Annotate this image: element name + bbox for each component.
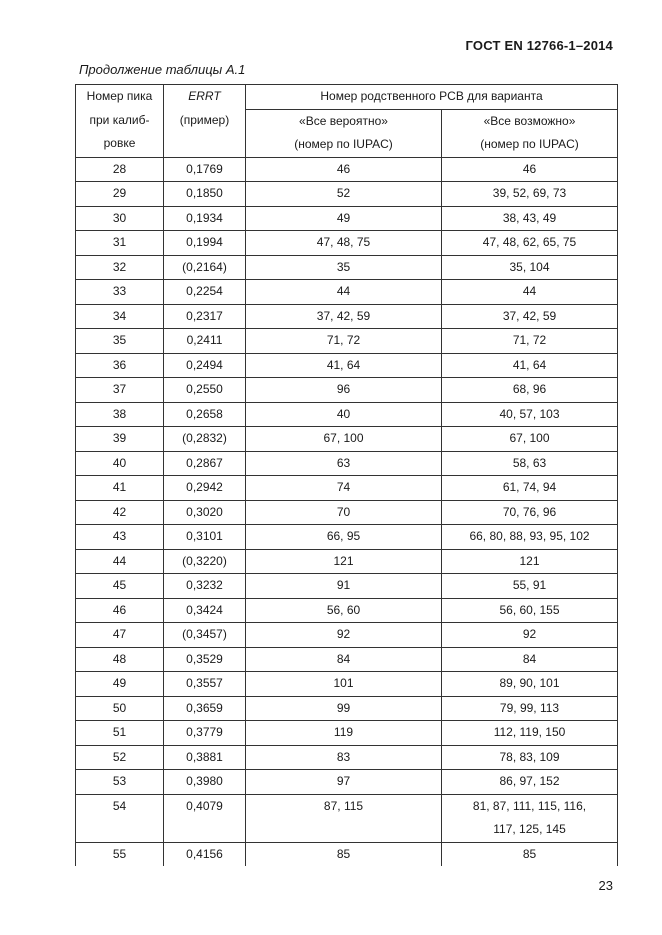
probable-cell: 96	[246, 378, 442, 403]
possible-cell: 70, 76, 96	[442, 500, 618, 525]
possible-cell: 40, 57, 103	[442, 402, 618, 427]
header-possible: «Все возможно» (номер по IUPAC)	[442, 109, 618, 157]
peak-number-cell: 47	[76, 623, 164, 648]
probable-cell: 119	[246, 721, 442, 746]
errt-cell: (0,2832)	[164, 427, 246, 452]
table-row	[76, 574, 618, 599]
probable-cell: 70	[246, 500, 442, 525]
errt-cell: 0,1934	[164, 206, 246, 231]
possible-cell: 71, 72	[442, 329, 618, 354]
possible-cell: 44	[442, 280, 618, 305]
peak-number-cell: 32	[76, 255, 164, 280]
header-errt: ERRT (пример)	[164, 85, 246, 158]
peak-number-cell: 31	[76, 231, 164, 256]
peak-number-cell: 41	[76, 476, 164, 501]
peak-number-cell: 38	[76, 402, 164, 427]
table-row	[76, 280, 618, 305]
possible-cell: 68, 96	[442, 378, 618, 403]
errt-cell: 0,1850	[164, 182, 246, 207]
errt-cell: 0,4079	[164, 794, 246, 842]
document-code: ГОСТ EN 12766-1–2014	[465, 38, 613, 53]
possible-cell: 37, 42, 59	[442, 304, 618, 329]
errt-cell: 0,2254	[164, 280, 246, 305]
errt-cell: 0,4156	[164, 842, 246, 866]
possible-cell: 79, 99, 113	[442, 696, 618, 721]
peak-number-cell: 45	[76, 574, 164, 599]
table-row	[76, 721, 618, 746]
peak-number-cell: 34	[76, 304, 164, 329]
errt-cell: 0,3881	[164, 745, 246, 770]
probable-cell: 92	[246, 623, 442, 648]
possible-cell: 35, 104	[442, 255, 618, 280]
probable-cell: 46	[246, 157, 442, 182]
probable-cell: 87, 115	[246, 794, 442, 842]
errt-cell: (0,3457)	[164, 623, 246, 648]
table-row	[76, 842, 618, 866]
probable-cell: 66, 95	[246, 525, 442, 550]
probable-cell: 99	[246, 696, 442, 721]
table-row	[76, 451, 618, 476]
probable-cell: 40	[246, 402, 442, 427]
possible-cell: 86, 97, 152	[442, 770, 618, 795]
possible-cell: 61, 74, 94	[442, 476, 618, 501]
table-row	[76, 353, 618, 378]
possible-cell: 81, 87, 111, 115, 116, 117, 125, 145	[442, 794, 618, 842]
peak-number-cell: 30	[76, 206, 164, 231]
page-number: 23	[598, 878, 613, 893]
errt-cell: 0,2867	[164, 451, 246, 476]
errt-cell: 0,3101	[164, 525, 246, 550]
table-row	[76, 255, 618, 280]
possible-cell: 47, 48, 62, 65, 75	[442, 231, 618, 256]
probable-cell: 52	[246, 182, 442, 207]
probable-cell: 49	[246, 206, 442, 231]
probable-cell: 85	[246, 842, 442, 866]
possible-cell: 121	[442, 549, 618, 574]
probable-cell: 83	[246, 745, 442, 770]
possible-cell: 58, 63	[442, 451, 618, 476]
header-variant: Номер родственного PCB для варианта	[246, 85, 618, 110]
errt-cell: 0,1769	[164, 157, 246, 182]
probable-cell: 63	[246, 451, 442, 476]
table-row	[76, 157, 618, 182]
probable-cell: 101	[246, 672, 442, 697]
probable-cell: 84	[246, 647, 442, 672]
table-row	[76, 549, 618, 574]
table-row	[76, 794, 618, 842]
table-row	[76, 378, 618, 403]
errt-cell: 0,1994	[164, 231, 246, 256]
peak-number-cell: 39	[76, 427, 164, 452]
header-peak-number: Номер пика при калиб- ровке	[76, 85, 164, 158]
table-row	[76, 304, 618, 329]
probable-cell: 35	[246, 255, 442, 280]
peak-number-cell: 37	[76, 378, 164, 403]
errt-cell: 0,2411	[164, 329, 246, 354]
table-row	[76, 231, 618, 256]
probable-cell: 91	[246, 574, 442, 599]
table-row	[76, 329, 618, 354]
peak-number-cell: 51	[76, 721, 164, 746]
peak-number-cell: 29	[76, 182, 164, 207]
errt-cell: 0,3232	[164, 574, 246, 599]
table-row	[76, 696, 618, 721]
peak-number-cell: 54	[76, 794, 164, 842]
probable-cell: 41, 64	[246, 353, 442, 378]
probable-cell: 47, 48, 75	[246, 231, 442, 256]
errt-cell: 0,2494	[164, 353, 246, 378]
peak-number-cell: 44	[76, 549, 164, 574]
errt-cell: (0,2164)	[164, 255, 246, 280]
errt-cell: 0,3557	[164, 672, 246, 697]
peak-number-cell: 35	[76, 329, 164, 354]
table-row	[76, 476, 618, 501]
probable-cell: 74	[246, 476, 442, 501]
possible-cell: 67, 100	[442, 427, 618, 452]
errt-cell: 0,3424	[164, 598, 246, 623]
peak-number-cell: 53	[76, 770, 164, 795]
errt-cell: 0,3980	[164, 770, 246, 795]
possible-cell: 39, 52, 69, 73	[442, 182, 618, 207]
table-row	[76, 427, 618, 452]
possible-cell: 92	[442, 623, 618, 648]
table-row	[76, 182, 618, 207]
peak-number-cell: 40	[76, 451, 164, 476]
errt-cell: 0,2658	[164, 402, 246, 427]
probable-cell: 121	[246, 549, 442, 574]
header-probable: «Все вероятно» (номер по IUPAC)	[246, 109, 442, 157]
probable-cell: 97	[246, 770, 442, 795]
table-row	[76, 745, 618, 770]
possible-cell: 38, 43, 49	[442, 206, 618, 231]
table-row	[76, 647, 618, 672]
peak-number-cell: 55	[76, 842, 164, 866]
possible-cell: 55, 91	[442, 574, 618, 599]
table-row	[76, 598, 618, 623]
peak-number-cell: 43	[76, 525, 164, 550]
probable-cell: 67, 100	[246, 427, 442, 452]
peak-number-cell: 42	[76, 500, 164, 525]
probable-cell: 44	[246, 280, 442, 305]
errt-cell: 0,3020	[164, 500, 246, 525]
table-row	[76, 672, 618, 697]
errt-cell: 0,2550	[164, 378, 246, 403]
peak-number-cell: 33	[76, 280, 164, 305]
table-row	[76, 402, 618, 427]
peak-number-cell: 48	[76, 647, 164, 672]
peak-number-cell: 52	[76, 745, 164, 770]
possible-cell: 112, 119, 150	[442, 721, 618, 746]
possible-cell: 56, 60, 155	[442, 598, 618, 623]
table-row	[76, 525, 618, 550]
probable-cell: 71, 72	[246, 329, 442, 354]
possible-cell: 41, 64	[442, 353, 618, 378]
possible-cell: 84	[442, 647, 618, 672]
table-row	[76, 623, 618, 648]
errt-cell: 0,3529	[164, 647, 246, 672]
table-caption: Продолжение таблицы А.1	[79, 62, 246, 77]
possible-cell: 85	[442, 842, 618, 866]
table-row	[76, 770, 618, 795]
possible-cell: 89, 90, 101	[442, 672, 618, 697]
table-row	[76, 500, 618, 525]
probable-cell: 56, 60	[246, 598, 442, 623]
table-body	[76, 157, 618, 866]
possible-cell: 66, 80, 88, 93, 95, 102	[442, 525, 618, 550]
peak-number-cell: 49	[76, 672, 164, 697]
errt-cell: 0,3659	[164, 696, 246, 721]
errt-cell: 0,2317	[164, 304, 246, 329]
table-row	[76, 206, 618, 231]
probable-cell: 37, 42, 59	[246, 304, 442, 329]
possible-cell: 78, 83, 109	[442, 745, 618, 770]
peak-number-cell: 28	[76, 157, 164, 182]
errt-cell: 0,2942	[164, 476, 246, 501]
errt-cell: 0,3779	[164, 721, 246, 746]
possible-cell: 46	[442, 157, 618, 182]
data-table	[75, 84, 618, 866]
peak-number-cell: 50	[76, 696, 164, 721]
errt-cell: (0,3220)	[164, 549, 246, 574]
peak-number-cell: 36	[76, 353, 164, 378]
peak-number-cell: 46	[76, 598, 164, 623]
